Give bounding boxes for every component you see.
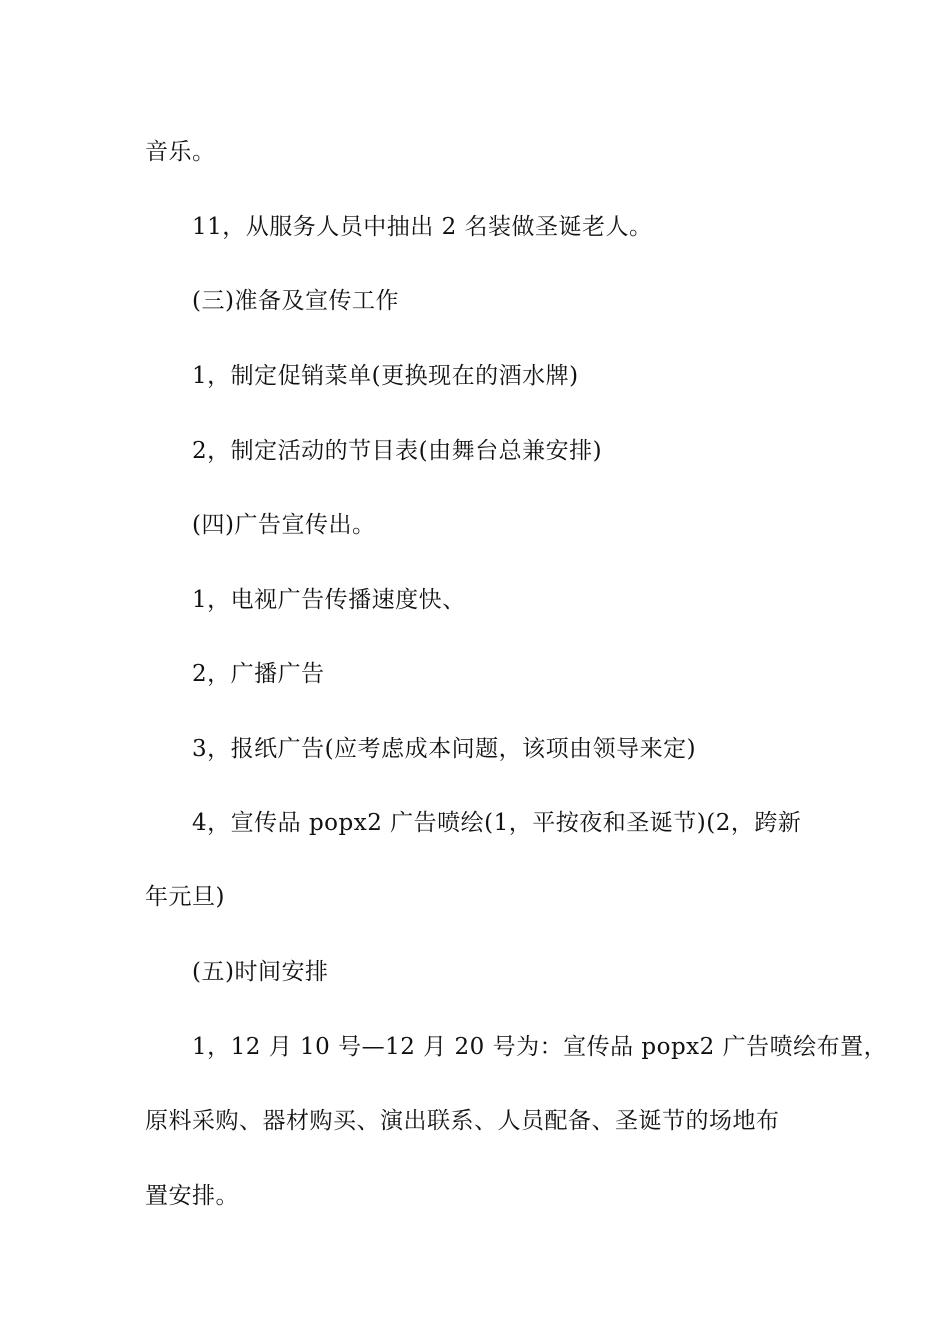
list-item: 3，报纸广告(应考虑成本问题，该项由领导来定) [192,736,697,762]
section-heading: (三)准备及宣传工作 [192,288,399,314]
paragraph-line: 置安排。 [145,1183,239,1209]
list-item: 4，宣传品 popx2 广告喷绘(1，平按夜和圣诞节)(2，跨新 [192,810,802,836]
section-heading: (五)时间安排 [192,959,329,985]
paragraph-line: 年元旦) [145,884,225,910]
list-item: 1，电视广告传播速度快、 [192,587,466,613]
list-item: 2，广播广告 [192,661,325,687]
paragraph-line: 11，从服务人员中抽出 2 名装做圣诞老人。 [192,214,653,240]
section-heading: (四)广告宣传出。 [192,512,376,538]
paragraph-line: 原料采购、器材购买、演出联系、人员配备、圣诞节的场地布 [145,1108,780,1134]
paragraph-line: 音乐。 [145,139,216,165]
list-item: 1，制定促销菜单(更换现在的酒水牌) [192,363,579,389]
list-item: 1，12 月 10 号—12 月 20 号为：宣传品 popx2 广告喷绘布置， [192,1034,888,1060]
list-item: 2，制定活动的节目表(由舞台总兼安排) [192,438,603,464]
